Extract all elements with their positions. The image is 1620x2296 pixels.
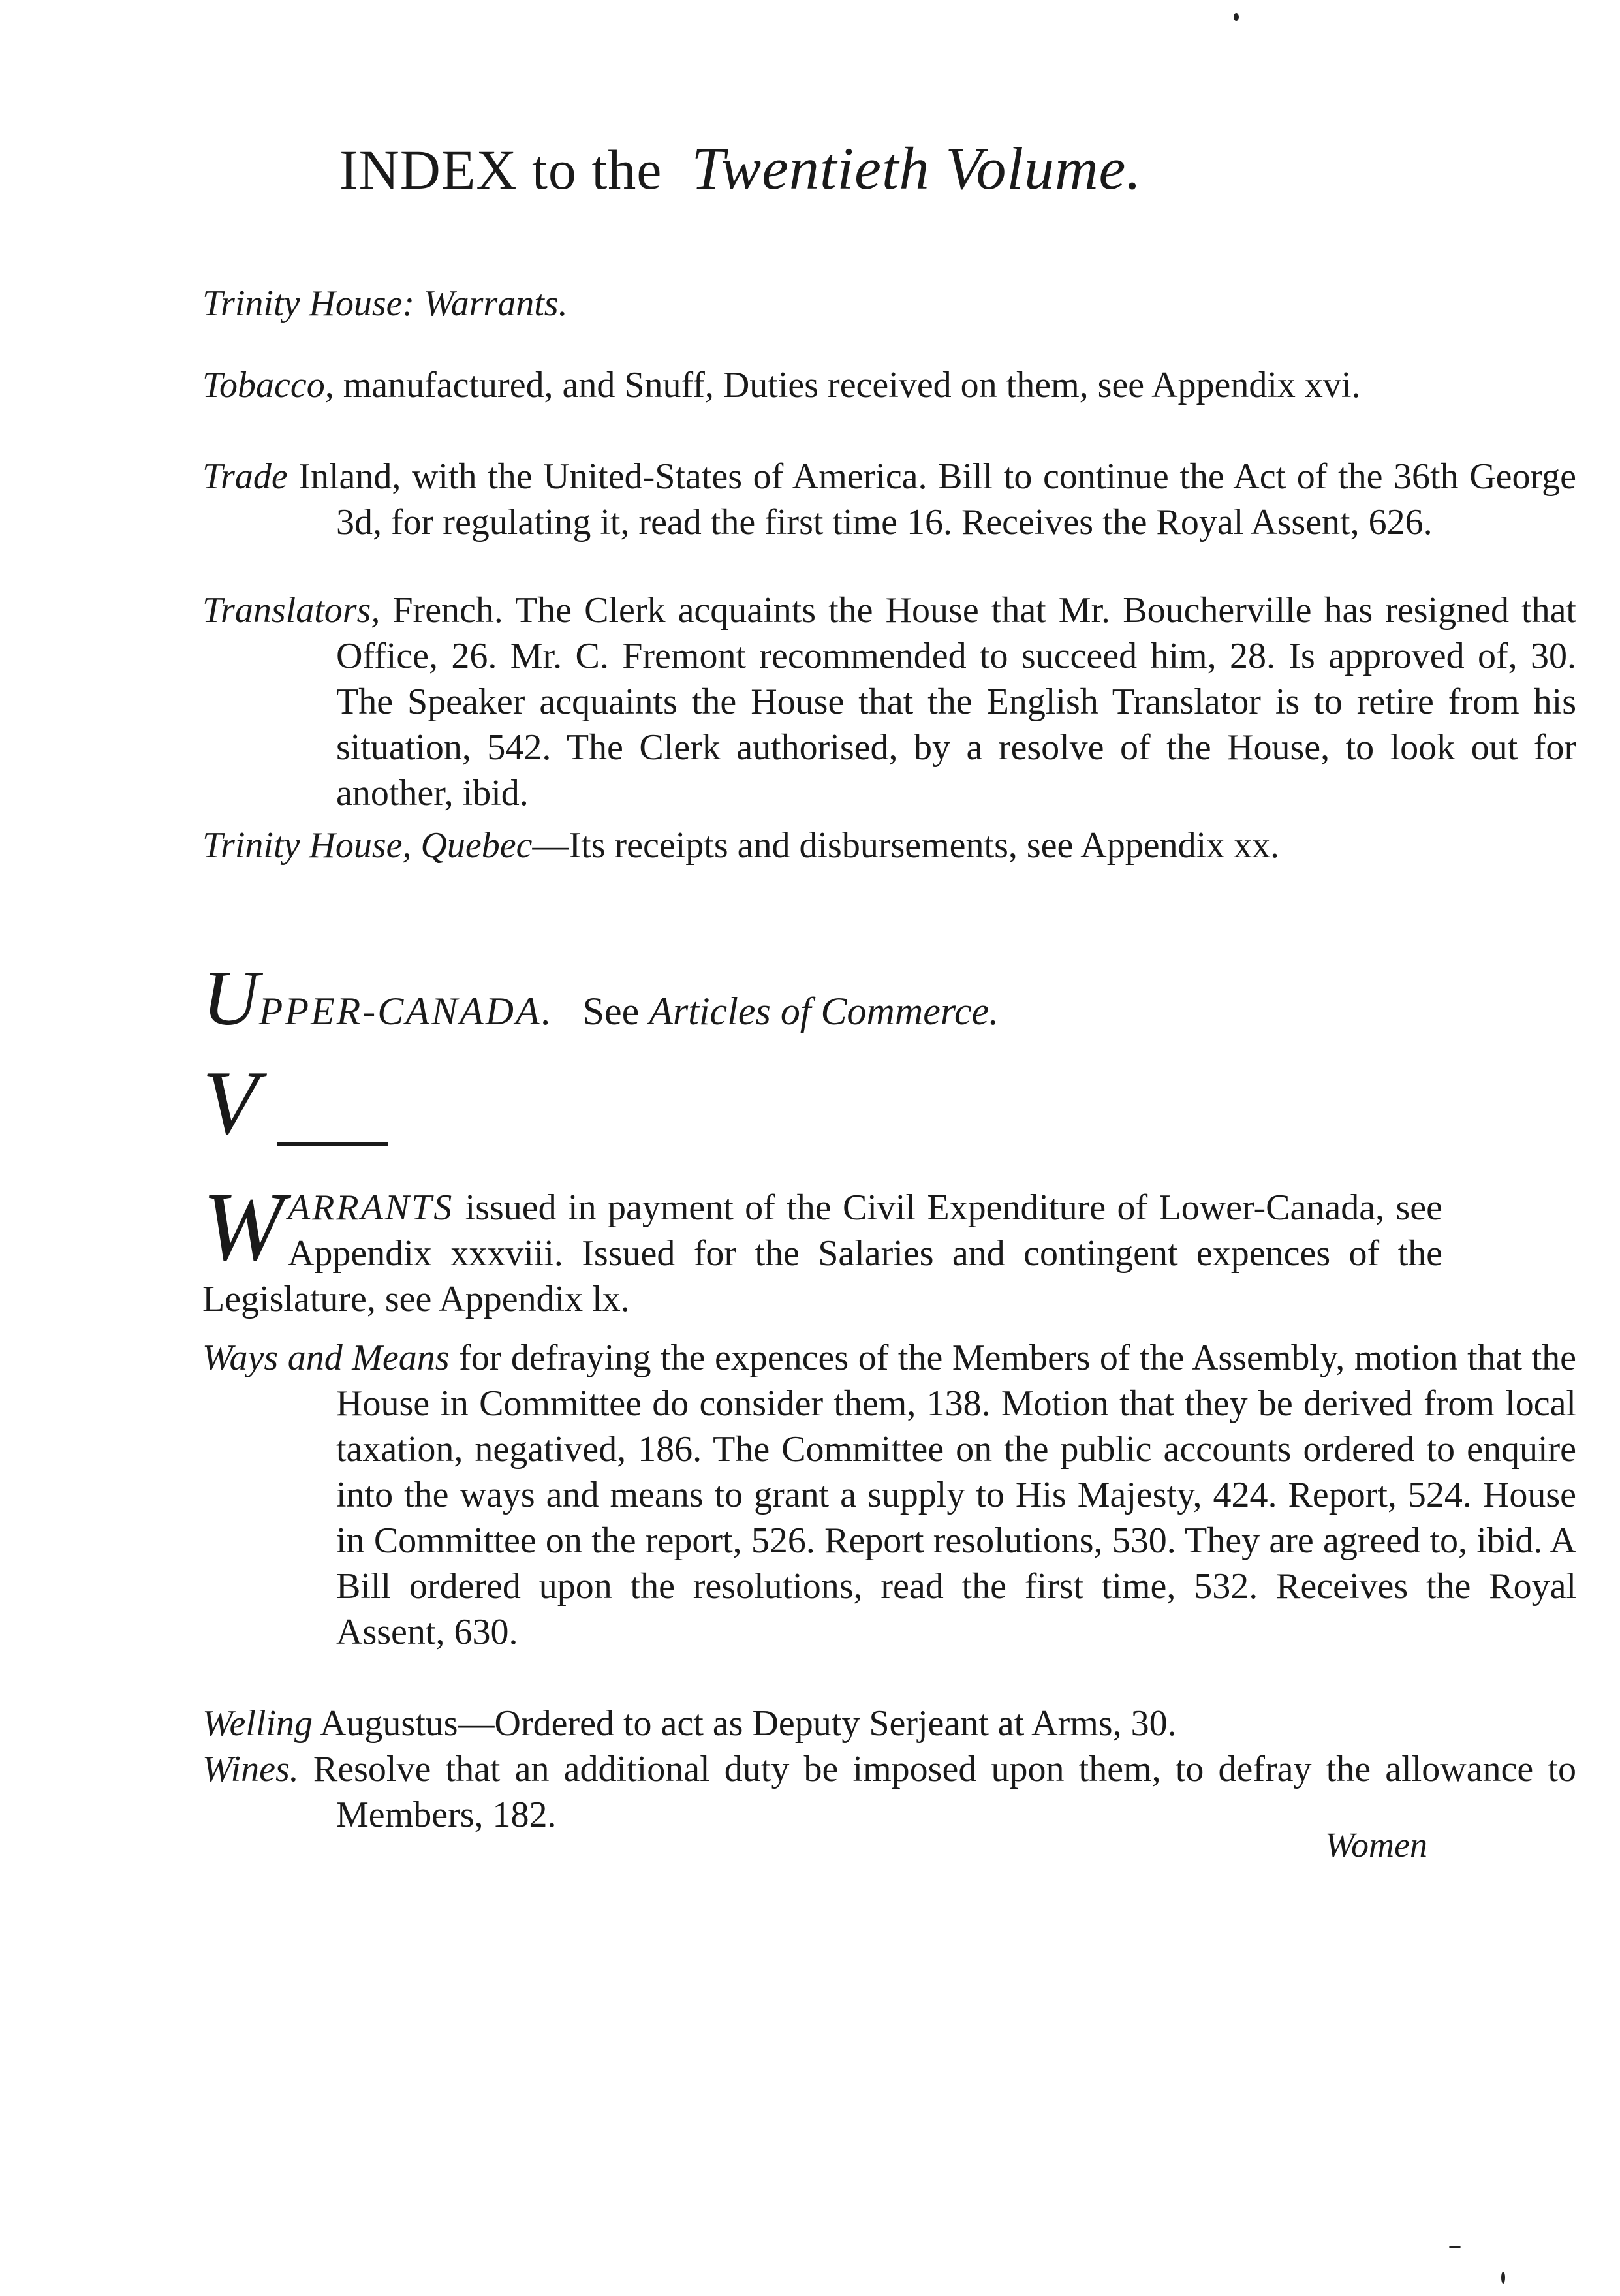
index-entry-tobacco	[202, 362, 1576, 408]
entry-head: Trinity House:	[202, 283, 415, 324]
entry-text: Resolve that an additional duty be imposed upon them, to defray the allowance to Members, 182.	[298, 1749, 1576, 1835]
entry-text: Inland, with the United-States of America. Bill to continue the Act of the 36th George 3d, for regulating it, read the first time 16. Receives the Royal Assent, 626.	[287, 456, 1576, 543]
index-entry-welling	[202, 1701, 1576, 1746]
print-speck	[1449, 2246, 1461, 2248]
entry-head: Wines.	[202, 1749, 299, 1789]
print-speck	[1501, 2272, 1505, 2284]
section-initial: U	[202, 954, 259, 1041]
index-entry-trade	[202, 454, 1576, 545]
section-v-letter: V	[202, 1052, 258, 1154]
print-speck	[1234, 13, 1239, 21]
entry-head: Ways and Means	[202, 1338, 450, 1378]
entry-text: for defraying the expences of the Members of the Assembly, motion that the House in Committee do consider them, 138. Motion that they be derived from local taxation, negatived, 186. The Committee on the public accounts ordered to enquire into the ways and means to grant a supply to His Majesty, 424. Report, 524. House in Committee on the report, 526. Report resolutions, 530. They are agreed to, ibid. A Bill ordered upon the resolutions, read the first time, 532. Receives the Royal Assent, 630.	[336, 1338, 1576, 1652]
see-label: See	[582, 990, 640, 1033]
see-reference: Articles of Commerce.	[649, 990, 999, 1033]
drop-cap: W	[202, 1172, 284, 1281]
page-title	[339, 134, 1142, 203]
index-entry-wines	[202, 1746, 1576, 1838]
section-caps: PPER-CANADA.	[258, 990, 553, 1033]
index-entry-warrants	[202, 1172, 1442, 1322]
entry-text: manufactured, and Snuff, Duties received on them, see Appendix xvi.	[334, 365, 1361, 405]
entry-text: Augustus—Ordered to act as Deputy Serjeant at Arms, 30.	[313, 1703, 1177, 1744]
section-upper-canada	[202, 953, 999, 1043]
entry-text: French. The Clerk acquaints the House that Mr. Boucherville has resigned that Office, 26. Mr. C. Fremont recommended to succeed him, 28. Is approved of, 30. The Speaker acquaints the House that the English Translator is to retire from his situation, 542. The Clerk authorised, by a resolve of the House, to look out for another, ibid.	[336, 590, 1576, 813]
catchword: Women	[1325, 1825, 1427, 1864]
entry-head: Tobacco,	[202, 365, 334, 405]
index-entry-ways-and-means	[202, 1335, 1576, 1655]
entry-head: Translators,	[202, 590, 381, 631]
entry-text: issued in payment of the Civil Expenditure of Lower-Canada, see Appendix xxxviii. Issued for the Salaries and contingent expences of the Legislature, see Appendix lx.	[202, 1187, 1442, 1319]
entry-text: Warrants.	[414, 283, 568, 324]
index-entry-translators	[202, 588, 1576, 816]
entry-text: —Its receipts and disbursements, see Appendix xx.	[532, 825, 1280, 866]
index-entry-trinity-house-quebec	[202, 823, 1576, 868]
entry-head: Trade	[202, 456, 288, 497]
title-prefix: INDEX to the	[339, 138, 662, 201]
section-v-rule	[277, 1142, 388, 1146]
entry-head: Trinity House, Quebec	[202, 825, 533, 866]
entry-caps: ARRANTS	[287, 1187, 454, 1228]
index-entry-trinity-house-warrants	[202, 281, 1576, 326]
entry-head: Welling	[202, 1703, 313, 1744]
title-volume: Twentieth Volume.	[691, 135, 1142, 202]
